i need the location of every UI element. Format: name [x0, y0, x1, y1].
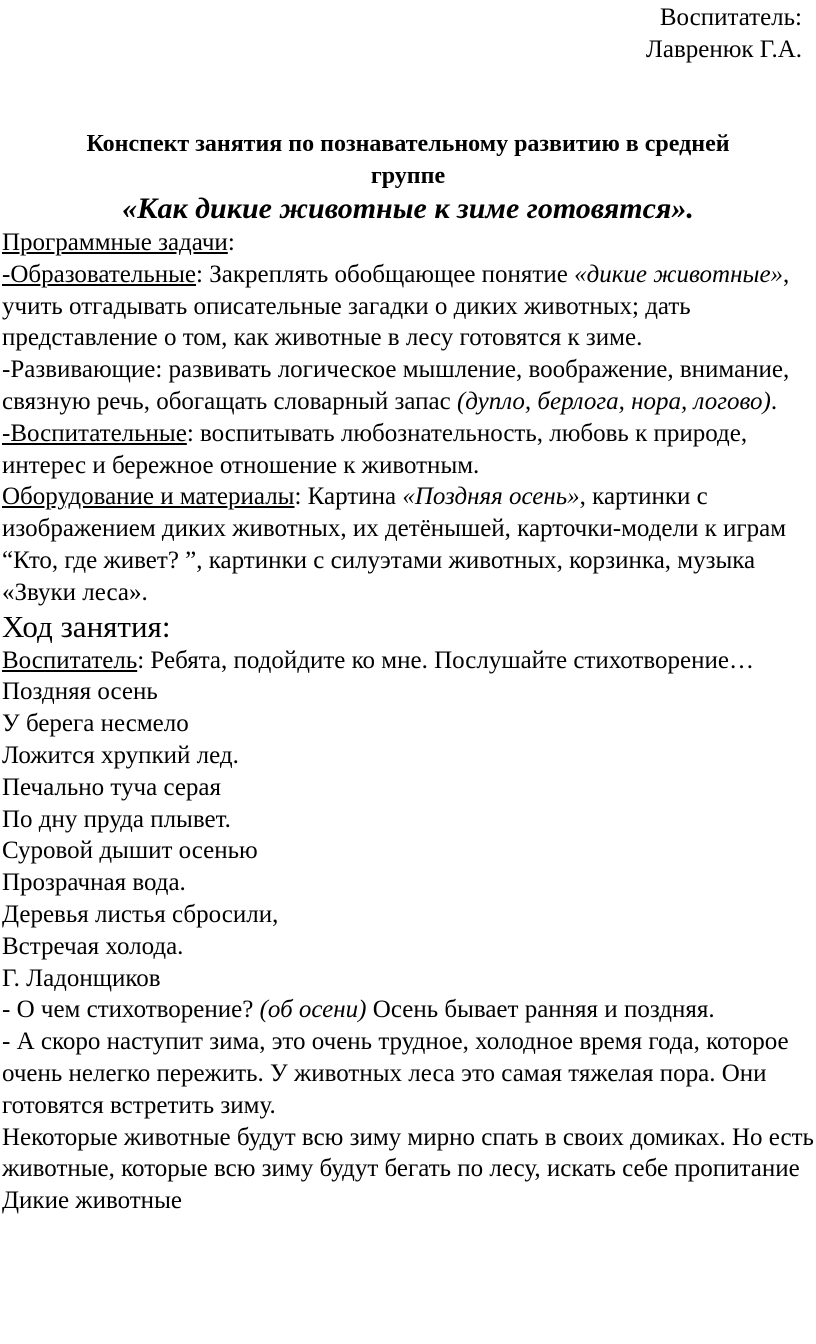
question-answer: (об осени) [259, 996, 367, 1024]
question-text: - О чем стихотворение? [2, 996, 260, 1024]
poem-line: Встречая холода. [2, 932, 184, 960]
poem-line: Ложится хрупкий лед. [2, 741, 239, 769]
equipment-label: Оборудование и материалы [2, 483, 295, 511]
teacher-paragraph [2, 645, 814, 677]
developmental-italic: (дупло, берлога, нора, логово) [456, 387, 771, 415]
tasks-heading [2, 227, 814, 259]
upbringing-text: : воспитывать любознательность, любовь к природе, интерес и бережное отношение к животным. [2, 419, 748, 479]
tasks-colon: : [227, 229, 235, 256]
educational-label: -Образовательные [2, 260, 197, 288]
equipment-text-2: , картинки с изображением диких животных, их детёнышей, карточки-модели к играм “Кто, где живет? ”, картинки с силуэтами животных, корзинка, музыка «Звуки леса». [2, 483, 787, 606]
author-role: Воспитатель: [659, 4, 802, 31]
developmental-task [2, 354, 814, 418]
author-block [646, 2, 802, 66]
educational-task [2, 259, 814, 354]
developmental-text: -Развивающие: развивать логическое мышление, воображение, внимание, связную речь, обогащать словарный запас [2, 356, 790, 415]
wild-animals-line: Дикие животные [2, 1187, 182, 1215]
document-body [2, 227, 814, 1217]
question-end: Осень бывает ранняя и поздняя. [366, 996, 715, 1024]
animals-paragraph: Некоторые животные будут всю зиму мирно спать в своих домиках. Но есть животные, которые всю зиму будут бегать по лесу, искать себе пропитание [2, 1123, 814, 1183]
teacher-text: : Ребята, подойдите ко мне. Послушайте стихотворение… [137, 646, 754, 674]
poem-line: Суровой дышит осенью [2, 837, 258, 865]
lesson-heading: Ход занятия: [2, 608, 171, 644]
poem-line: У берега несмело [2, 710, 189, 738]
poem-line: Прозрачная вода. [2, 869, 186, 897]
educational-text-2: , учить отгадывать описательные загадки о диких животных; дать представление о том, как животные в лесу готовятся к зиме. [2, 260, 790, 352]
poem-line: Деревья листья сбросили, [2, 900, 279, 928]
author-name: Лавренюк Г.А. [645, 36, 802, 63]
teacher-label: Воспитатель [2, 646, 138, 674]
tasks-label: Программные задачи [2, 229, 228, 256]
upbringing-label: -Воспитательные [2, 419, 187, 447]
document-title [0, 128, 816, 192]
poem-line: Поздняя осень [2, 678, 158, 706]
poem-author: Г. Ладонщиков [2, 964, 161, 992]
equipment-text: : Картина [294, 483, 403, 511]
educational-text: : Закреплять обобщающее понятие [196, 260, 575, 288]
title-line-2: группе [370, 163, 446, 189]
poem-line: По дну пруда плывет. [2, 805, 231, 833]
title-line-1: Конспект занятия по познавательному развитию в средней [86, 131, 730, 157]
equipment-italic: «Поздняя осень» [402, 483, 580, 511]
upbringing-task [2, 418, 814, 482]
document-subtitle: «Как дикие животные к зиме готовятся». [122, 192, 694, 225]
question-paragraph [2, 994, 814, 1026]
poem-line: Печально туча серая [2, 773, 222, 801]
equipment-paragraph [2, 481, 814, 608]
winter-paragraph: - А скоро наступит зима, это очень трудное, холодное время года, которое очень нелегко пережить. У животных леса это самая тяжелая пора. Они готовятся встретить зиму. [2, 1028, 789, 1119]
developmental-end: . [770, 387, 778, 415]
educational-italic: «дикие животные» [574, 260, 784, 288]
